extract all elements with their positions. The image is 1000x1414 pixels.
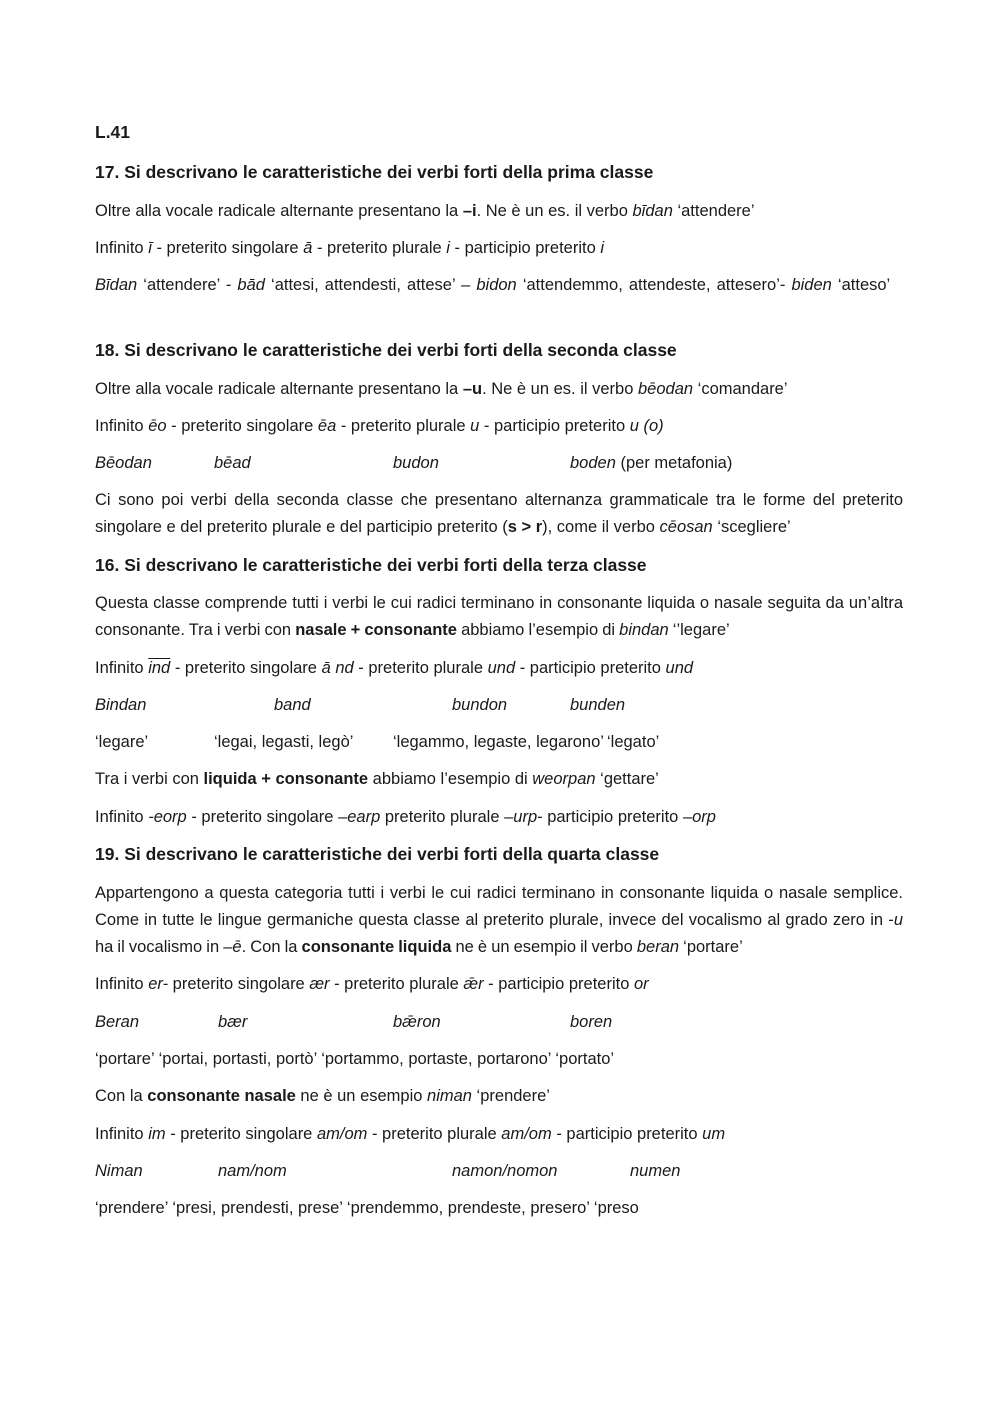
s19-gloss-row: ‘portare’ ‘portai, portasti, portò’ ‘portammo, portaste, portarono’ ‘portato’ bbox=[95, 1050, 615, 1068]
form-infinitive: Beran bbox=[95, 1013, 140, 1031]
heading-18: 18. Si descrivano le caratteristiche dei verbi forti della seconda classe bbox=[95, 340, 677, 360]
heading-17: 17. Si descrivano le caratteristiche dei verbi forti della prima classe bbox=[95, 162, 654, 182]
form-preterite-plural: bundon bbox=[452, 696, 508, 714]
s17-paragraph-2: Infinito ī - preterito singolare ā - preterito plurale i - participio preterito i bbox=[95, 239, 605, 257]
form-preterite-singular: bēad bbox=[214, 454, 251, 472]
s16-paragraph-4: Infinito -eorp - preterito singolare –earp preterito plurale –urp- participio preterito –orp bbox=[95, 808, 716, 826]
form-infinitive: Bēodan bbox=[95, 454, 152, 472]
form-preterite-singular: nam/nom bbox=[218, 1162, 287, 1180]
s16-paragraph-3: Tra i verbi con liquida + consonante abbiamo l’esempio di weorpan ‘gettare’ bbox=[95, 770, 659, 788]
s19-gloss-row-2: ‘prendere’ ‘presi, prendesti, prese’ ‘prendemmo, prendeste, presero’ ‘preso bbox=[95, 1199, 639, 1217]
gloss-participle: ‘legato’ bbox=[607, 733, 660, 751]
heading-19: 19. Si descrivano le caratteristiche dei verbi forti della quarta classe bbox=[95, 844, 660, 864]
form-participle: bunden bbox=[570, 696, 626, 714]
s18-paragraph-3: Ci sono poi verbi della seconda classe che presentano alternanza grammaticale tra le forme del preterito singolare e del preterito plurale e del participio preterito (s > r), come il verbo cēosan ‘scegliere’ bbox=[95, 491, 903, 536]
s17-paragraph-1: Oltre alla vocale radicale alternante presentano la –i. Ne è un es. il verbo bīdan ‘attendere’ bbox=[95, 202, 755, 220]
form-participle: boden (per metafonia) bbox=[570, 454, 733, 472]
s19-paragraph-2: Infinito er- preterito singolare ær - preterito plurale ǣr - participio preterito or bbox=[95, 975, 649, 993]
s18-paragraph-1: Oltre alla vocale radicale alternante presentano la –u. Ne è un es. il verbo bēodan ‘comandare’ bbox=[95, 380, 788, 398]
form-preterite-singular: band bbox=[274, 696, 311, 714]
form-infinitive: Bindan bbox=[95, 696, 147, 714]
form-participle: boren bbox=[570, 1013, 613, 1031]
form-infinitive: Niman bbox=[95, 1162, 143, 1180]
s19-paragraph-1: Appartengono a questa categoria tutti i verbi le cui radici terminano in consonante liquida o nasale semplice. Come in tutte le lingue germaniche questa classe al preterito plurale, invece del vocalismo al grado zero in -u ha il vocalismo in –ē. Con la consonante liquida ne è un esempio il verbo beran ‘portare’ bbox=[95, 884, 903, 956]
s17-paragraph-3: Bīdan ‘attendere’ - bād ‘attesi, attendesti, attese’ – bidon ‘attendemmo, attendeste, attesero’- biden ‘atteso’ bbox=[95, 276, 891, 294]
form-preterite-plural: budon bbox=[393, 454, 439, 472]
heading-16: 16. Si descrivano le caratteristiche dei verbi forti della terza classe bbox=[95, 555, 647, 575]
form-preterite-plural: namon/nomon bbox=[452, 1162, 558, 1180]
s16-paragraph-1: Questa classe comprende tutti i verbi le cui radici terminano in consonante liquida o nasale seguita da un’altra consonante. Tra i verbi con nasale + consonante abbiamo l’esempio di bindan ‘’legare’ bbox=[95, 594, 903, 639]
gloss-preterite-singular: ‘legai, legasti, legò’ bbox=[214, 733, 354, 751]
s19-paragraph-4: Infinito im - preterito singolare am/om - preterito plurale am/om - participio preterito um bbox=[95, 1125, 726, 1143]
doc-id: L.41 bbox=[95, 122, 131, 142]
s19-paragraph-3: Con la consonante nasale ne è un esempio niman ‘prendere’ bbox=[95, 1087, 550, 1105]
form-participle: numen bbox=[630, 1162, 681, 1180]
form-preterite-plural: bǣron bbox=[393, 1013, 441, 1031]
s16-paragraph-2: Infinito $\overline{ind}$ - preterito singolare ā nd - preterito plurale und - participio preterito und bbox=[95, 659, 694, 677]
gloss-infinitive: ‘legare’ bbox=[95, 733, 149, 751]
gloss-preterite-plural: ‘legammo, legaste, legarono’ bbox=[393, 733, 604, 751]
form-preterite-singular: bær bbox=[218, 1013, 248, 1031]
s18-paragraph-2: Infinito ēo - preterito singolare ēa - preterito plurale u - participio preterito u (o) bbox=[95, 417, 664, 435]
